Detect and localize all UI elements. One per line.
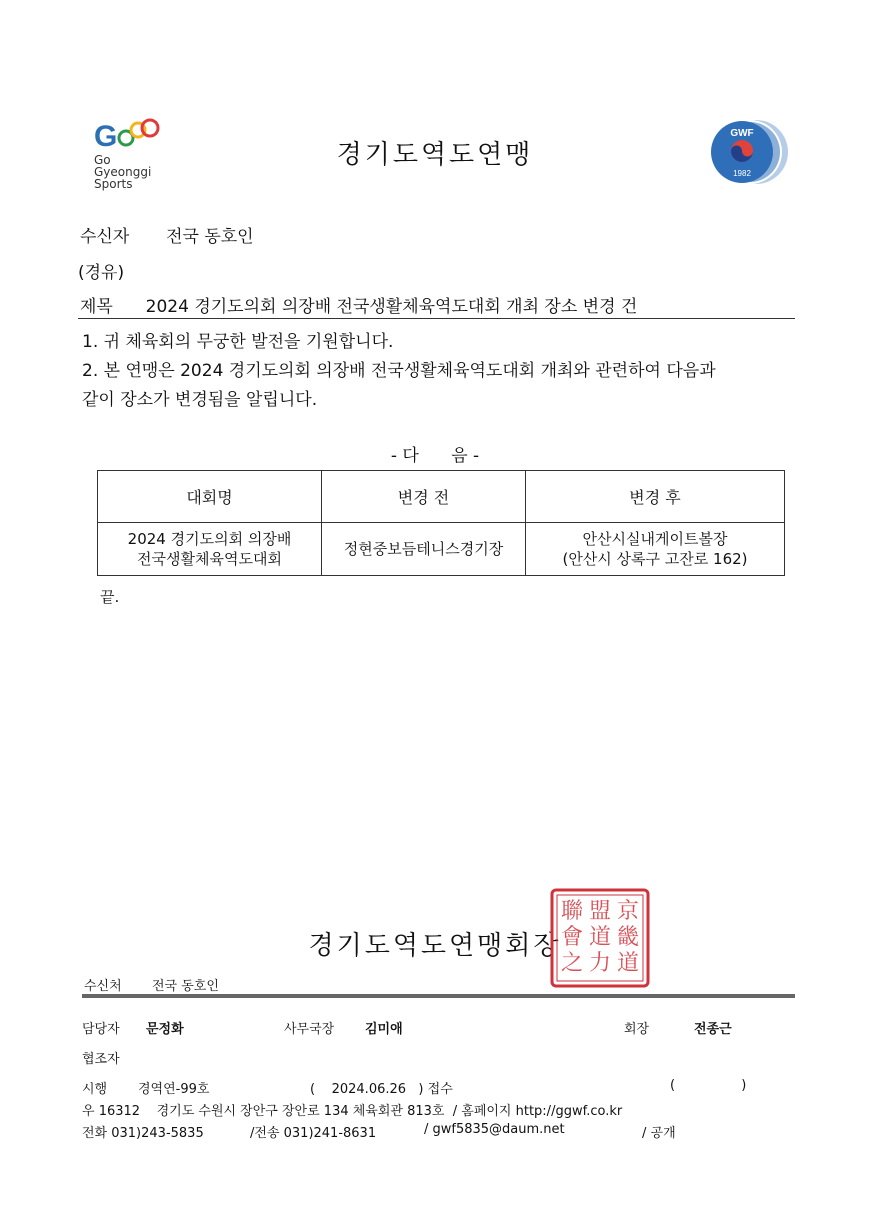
recipient-value: 전국 동호인 [166,227,254,247]
recipient-label: 수신자 [80,227,130,247]
official-seal-icon [550,888,650,988]
footer-recv-label: 수신처 [84,979,122,994]
footer-divider [82,994,795,998]
secretary-label: 사무국장 [284,1022,335,1037]
gwf-year: 1982 [733,169,751,178]
seal-glyph: 道 [588,925,612,950]
receipt-paren: ( ) [670,1078,747,1093]
gwf-letters: GWF [730,128,754,139]
recipient-row [80,222,254,247]
gwf-emblem-icon [706,118,792,186]
event-name-line: 2024 경기도의회 의장배 [127,530,292,548]
footer-recv-value: 전국 동호인 [151,979,219,994]
exec-number: 경역연-99호 [138,1082,210,1097]
exec-label: 시행 [82,1082,108,1097]
address-line: 우 16312 경기도 수원시 장안구 장안로 134 체육회관 813호 / 홈페이지 http://ggwf.co.kr [82,1104,623,1119]
footer-recipient-row [84,975,219,994]
org-title: 경기도역도연맹 [336,140,534,170]
body-line-1: 1. 귀 체육회의 무궁한 발전을 기원합니다. [82,332,394,352]
after-venue-line: (안산시 상록구 고잔로 162) [562,550,748,568]
president-name: 전종근 [694,1022,732,1037]
svg-text:G: G [94,120,118,152]
president-label: 회장 [624,1022,650,1037]
seal-glyph: 京 [616,899,640,924]
phone: 전화 031)243-5835 [82,1126,204,1141]
manager-name: 문정화 [146,1022,184,1037]
before-venue-cell: 정현중보듬테니스경기장 [322,523,526,576]
table-row [98,523,785,576]
subject-row [80,292,637,317]
logo-text: Go Gyeonggi Sports [94,153,152,191]
da-eum-heading: - 다 음 - [390,446,480,466]
body-line-3: 같이 장소가 변경됨을 알립니다. [82,390,318,410]
fax: /전송 031)241-8631 [250,1126,377,1141]
seal-glyph: 畿 [616,925,640,950]
body-line-2: 2. 본 연맹은 2024 경기도의회 의장배 전국생활체육역도대회 개최와 관련하여 다음과 [82,361,716,381]
secretary-name: 김미애 [365,1022,403,1037]
after-venue-line: 안산시실내게이트볼장 [582,530,728,548]
seal-glyph: 盟 [588,899,612,924]
exec-date: ( 2024.06.26 ) 접수 [310,1082,453,1097]
seal-glyph: 道 [616,951,640,976]
event-name-line: 전국생활체육역도대회 [137,550,282,568]
end-mark: 끝. [100,588,120,606]
table-header-row [98,471,785,523]
after-venue-cell [526,523,785,576]
cooperator-label: 협조자 [82,1052,120,1067]
manager-label: 담당자 [82,1022,120,1037]
public-status: / 공개 [642,1126,676,1141]
email[interactable]: / gwf5835@daum.net [424,1122,565,1137]
seal-glyph: 力 [588,951,612,976]
seal-glyph: 會 [560,925,584,950]
event-name-cell [98,523,322,576]
venue-change-table [97,470,785,576]
via: (경유) [78,263,125,283]
subject-divider [78,318,795,319]
seal-glyph: 聯 [560,899,584,924]
table-header: 변경 후 [526,471,785,523]
subject-value: 2024 경기도의회 의장배 전국생활체육역도대회 개최 장소 변경 건 [145,297,638,317]
seal-glyph: 之 [560,951,584,976]
subject-label: 제목 [80,297,113,317]
table-header: 변경 전 [322,471,526,523]
table-header: 대회명 [98,471,322,523]
footer-title: 경기도역도연맹회장 [308,931,562,961]
